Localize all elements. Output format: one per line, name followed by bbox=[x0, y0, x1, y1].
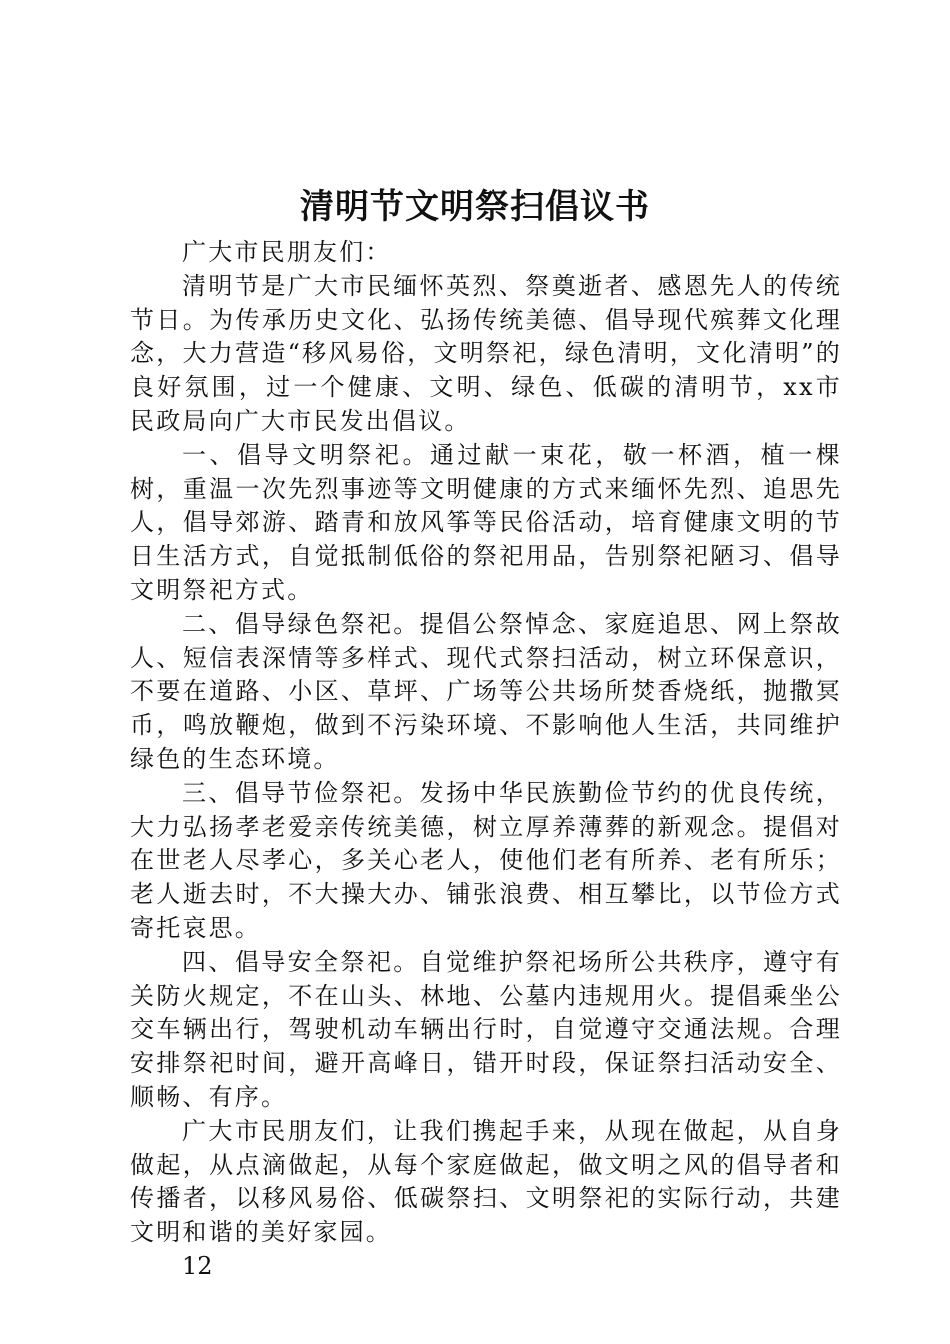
document-body bbox=[130, 236, 842, 1284]
paragraph-frugal-sacrifice: 三、倡导节俭祭祀。发扬中华民族勤俭节约的优良传统，大力弘扬孝老爱亲传统美德，树立厚养薄葬的新观念。提倡对在世老人尽孝心，多关心老人，使他们老有所养、老有所乐；老人逝去时，不大操大办、铺张浪费、相互攀比，以节俭方式寄托哀思。 bbox=[130, 778, 842, 942]
salutation: 广大市民朋友们： bbox=[182, 238, 392, 266]
document-title: 清明节文明祭扫倡议书 bbox=[300, 187, 650, 227]
page-number: 12 bbox=[182, 1251, 213, 1280]
paragraph-safe-sacrifice: 四、倡导安全祭祀。自觉维护祭祀场所公共秩序，遵守有关防火规定，不在山头、林地、公墓内违规用火。提倡乘坐公交车辆出行，驾驶机动车辆出行时，自觉遵守交通法规。合理安排祭祀时间，避开高峰日，错开时段，保证祭扫活动安全、顺畅、有序。 bbox=[130, 947, 842, 1111]
paragraph-closing: 广大市民朋友们，让我们携起手来，从现在做起，从自身做起，从点滴做起，从每个家庭做起，做文明之风的倡导者和传播者，以移风易俗、低碳祭扫、文明祭祀的实际行动，共建文明和谐的美好家园。 bbox=[130, 1116, 842, 1247]
paragraph-green-sacrifice: 二、倡导绿色祭祀。提倡公祭悼念、家庭追思、网上祭故人、短信表深情等多样式、现代式祭扫活动，树立环保意识，不要在道路、小区、草坪、广场等公共场所焚香烧纸，抛撒冥币，鸣放鞭炮，做到不污染环境、不影响他人生活，共同维护绿色的生态环境。 bbox=[130, 609, 842, 773]
paragraph-civilized-sacrifice: 一、倡导文明祭祀。通过献一束花，敬一杯酒，植一棵树，重温一次先烈事迹等文明健康的方式来缅怀先烈、追思先人，倡导郊游、踏青和放风筝等民俗活动，培育健康文明的节日生活方式，自觉抵制低俗的祭祀用品，告别祭祀陋习、倡导文明祭祀方式。 bbox=[130, 440, 842, 604]
paragraph-intro: 清明节是广大市民缅怀英烈、祭奠逝者、感恩先人的传统节日。为传承历史文化、弘扬传统美德、倡导现代殡葬文化理念，大力营造“移风易俗，文明祭祀，绿色清明，文化清明”的良好氛围，过一个健康、文明、绿色、低碳的清明节，xx市民政局向广大市民发出倡议。 bbox=[130, 271, 842, 435]
